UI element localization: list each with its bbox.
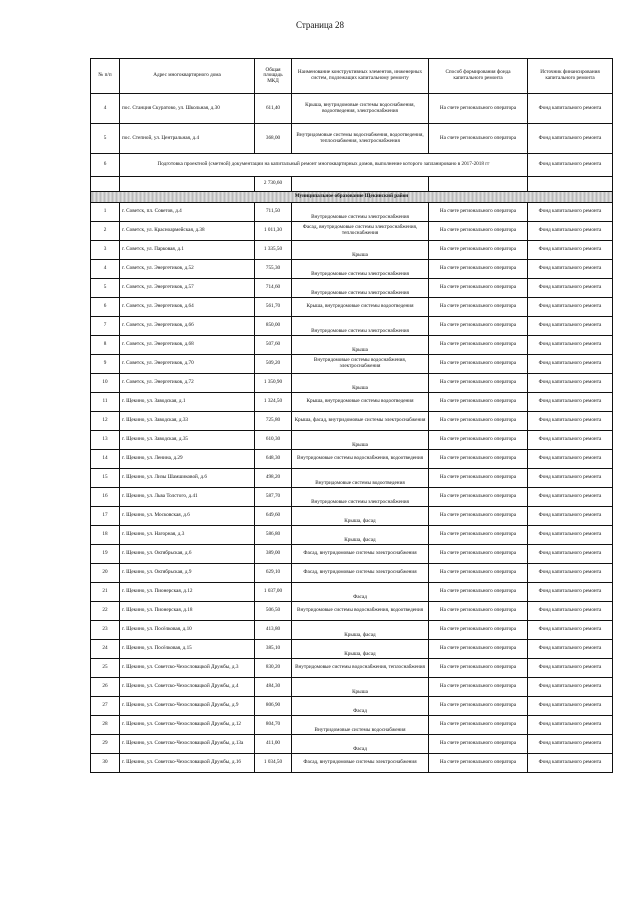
row-source: Фонд капитального ремонта (528, 545, 613, 564)
row-address: г. Щекино, ул. Посёлковая, д.15 (120, 640, 255, 659)
row-num: 4 (91, 260, 120, 279)
row-fund-method: На счете регионального оператора (429, 431, 528, 450)
row-area: 561,70 (255, 298, 292, 317)
row-elements: Крыша, внутридомовые системы водоотведения (292, 298, 429, 317)
table-row (91, 488, 613, 507)
row-fund-method: На счете регионального оператора (429, 716, 528, 735)
row-elements: Крыша, внутридомовые системы водоотведения (292, 393, 429, 412)
row-elements: Внутридомовые системы водоснабжения, водоотведения (292, 450, 429, 469)
row-fund-method: На счете регионального оператора (429, 279, 528, 298)
row-num: 12 (91, 412, 120, 431)
row-area: 1 037,00 (255, 583, 292, 602)
row-num: 7 (91, 317, 120, 336)
row-elements: Крыша, фасад (292, 526, 429, 545)
header-area: Общая площадь МКД (255, 59, 292, 94)
row-address: г. Советск, ул. Энергетиков, д.52 (120, 260, 255, 279)
row-area: 1 350,90 (255, 374, 292, 393)
row-area: 507,60 (255, 336, 292, 355)
row-num: 21 (91, 583, 120, 602)
row-fund-method: На счете регионального оператора (429, 298, 528, 317)
row-num: 3 (91, 241, 120, 260)
header-fund-method: Способ формирования фонда капитального ремонта (429, 59, 528, 94)
row-num: 30 (91, 754, 120, 773)
row-fund-method: На счете регионального оператора (429, 450, 528, 469)
row-fund-method: На счете регионального оператора (429, 241, 528, 260)
row-area: 755,30 (255, 260, 292, 279)
row-area: 1 324,50 (255, 393, 292, 412)
table-row (91, 659, 613, 678)
row-elements: Крыша (292, 336, 429, 355)
row-address: г. Щекино, ул. Заводская, д.33 (120, 412, 255, 431)
row-elements: Крыша (292, 431, 429, 450)
row-area: 389,00 (255, 545, 292, 564)
note-text: Подготовка проектной (сметной) документации на капитальный ремонт многоквартирных домов, выполнение которого запланировано в 2017-2018 гг (120, 154, 528, 177)
row-source: Фонд капитального ремонта (528, 716, 613, 735)
row-num: 10 (91, 374, 120, 393)
row-source: Фонд капитального ремонта (528, 431, 613, 450)
row-elements: Крыша, фасад (292, 507, 429, 526)
table-row (91, 260, 613, 279)
row-address: г. Щекино, ул. Нагорная, д.3 (120, 526, 255, 545)
row-source: Фонд капитального ремонта (528, 469, 613, 488)
table-row (91, 564, 613, 583)
row-fund-method: На счете регионального оператора (429, 488, 528, 507)
row-num: 6 (91, 154, 120, 177)
row-address: г. Советск, ул. Энергетиков, д.72 (120, 374, 255, 393)
row-address: г. Советск, ул. Парковая, д.1 (120, 241, 255, 260)
row-elements: Внутридомовые системы электроснабжения (292, 317, 429, 336)
row-fund-method: На счете регионального оператора (429, 355, 528, 374)
table-row (91, 241, 613, 260)
row-fund-method: На счете регионального оператора (429, 526, 528, 545)
row-source: Фонд капитального ремонта (528, 203, 613, 222)
row-address: г. Советск, ул. Энергетиков, д.68 (120, 336, 255, 355)
row-area: 1 335,50 (255, 241, 292, 260)
row-address: г. Щекино, ул. Советско-Чехословацкой Дружбы, д.13а (120, 735, 255, 754)
row-address: г. Щекино, ул. Советско-Чехословацкой Дружбы, д.4 (120, 678, 255, 697)
row-elements: Внутридомовые системы водоснабжения (292, 716, 429, 735)
row-elements: Фасад (292, 583, 429, 602)
row-fund-method: На счете регионального оператора (429, 640, 528, 659)
row-address: г. Щекино, ул. Советско-Чехословацкой Дружбы, д.16 (120, 754, 255, 773)
table-row (91, 317, 613, 336)
row-elements: Фасад, внутридомовые системы электроснабжения (292, 754, 429, 773)
row-elements: Крыша, фасад (292, 640, 429, 659)
row-num: 26 (91, 678, 120, 697)
row-source: Фонд капитального ремонта (528, 355, 613, 374)
row-num: 19 (91, 545, 120, 564)
row-area: 610,30 (255, 431, 292, 450)
row-source: Фонд капитального ремонта (528, 659, 613, 678)
row-source: Фонд капитального ремонта (528, 260, 613, 279)
row-source: Фонд капитального ремонта (528, 94, 613, 124)
row-area: 498,20 (255, 469, 292, 488)
row-num: 24 (91, 640, 120, 659)
row-source: Фонд капитального ремонта (528, 154, 613, 177)
row-source: Фонд капитального ремонта (528, 336, 613, 355)
table-row (91, 393, 613, 412)
row-elements: Фасад (292, 697, 429, 716)
row-elements: Внутридомовые системы водоотведения (292, 469, 429, 488)
row-fund-method: На счете регионального оператора (429, 317, 528, 336)
row-area: 413,80 (255, 621, 292, 640)
row-source: Фонд капитального ремонта (528, 697, 613, 716)
row-address: пос. Станция Скуратово, ул. Школьная, д.30 (120, 94, 255, 124)
table-row (91, 374, 613, 393)
row-address: г. Щекино, ул. Октябрьская, д.9 (120, 564, 255, 583)
row-fund-method: На счете регионального оператора (429, 203, 528, 222)
row-num: 2 (91, 222, 120, 241)
table-row (91, 545, 613, 564)
row-area: 586,80 (255, 526, 292, 545)
row-num: 18 (91, 526, 120, 545)
table-row (91, 583, 613, 602)
row-num: 11 (91, 393, 120, 412)
table-row (91, 735, 613, 754)
row-address: г. Щекино, ул. Льва Толстого, д.41 (120, 488, 255, 507)
row-fund-method: На счете регионального оператора (429, 222, 528, 241)
row-address: г. Щекино, ул. Октябрьская, д.6 (120, 545, 255, 564)
row-address: г. Советск, пл. Советов, д.4 (120, 203, 255, 222)
row-source: Фонд капитального ремонта (528, 412, 613, 431)
row-num: 5 (91, 124, 120, 154)
total-row (91, 177, 613, 192)
note-row (91, 154, 613, 177)
row-address: г. Советск, ул. Красноармейская, д.38 (120, 222, 255, 241)
row-num: 20 (91, 564, 120, 583)
row-address: г. Советск, ул. Энергетиков, д.57 (120, 279, 255, 298)
header-source: Источник финансирования капитального ремонта (528, 59, 613, 94)
row-fund-method: На счете регионального оператора (429, 735, 528, 754)
section-band-row (91, 192, 613, 203)
table-row (91, 526, 613, 545)
row-area: 411,00 (255, 735, 292, 754)
row-elements: Внутридомовые системы водоснабжения, электроснабжения (292, 355, 429, 374)
row-area: 711,50 (255, 203, 292, 222)
row-area: 506,50 (255, 602, 292, 621)
table-row (91, 355, 613, 374)
table-row (91, 203, 613, 222)
row-address: г. Щекино, ул. Московская, д.6 (120, 507, 255, 526)
row-source: Фонд капитального ремонта (528, 317, 613, 336)
table-row (91, 507, 613, 526)
table-row (91, 279, 613, 298)
row-source: Фонд капитального ремонта (528, 640, 613, 659)
row-address: г. Щекино, ул. Заводская, д.1 (120, 393, 255, 412)
row-elements: Крыша (292, 241, 429, 260)
row-source: Фонд капитального ремонта (528, 754, 613, 773)
table-row (91, 336, 613, 355)
row-fund-method: На счете регионального оператора (429, 545, 528, 564)
row-num: 8 (91, 336, 120, 355)
table-body (91, 94, 613, 773)
table-row (91, 621, 613, 640)
row-fund-method: На счете регионального оператора (429, 393, 528, 412)
row-source: Фонд капитального ремонта (528, 222, 613, 241)
table-row (91, 716, 613, 735)
table-row (91, 412, 613, 431)
row-source: Фонд капитального ремонта (528, 374, 613, 393)
row-elements: Внутридомовые системы электроснабжения (292, 279, 429, 298)
row-area: 649,60 (255, 507, 292, 526)
row-num: 16 (91, 488, 120, 507)
row-elements: Внутридомовые системы электроснабжения (292, 203, 429, 222)
row-area: 804,70 (255, 716, 292, 735)
row-address: г. Советск, ул. Энергетиков, д.70 (120, 355, 255, 374)
row-area: 587,70 (255, 488, 292, 507)
row-source: Фонд капитального ремонта (528, 450, 613, 469)
row-area: 725,80 (255, 412, 292, 431)
table-header-row (91, 59, 613, 94)
table-row (91, 697, 613, 716)
table-row (91, 754, 613, 773)
row-address: г. Советск, ул. Энергетиков, д.66 (120, 317, 255, 336)
page-title: Страница 28 (295, 20, 345, 30)
row-source: Фонд капитального ремонта (528, 678, 613, 697)
row-elements: Внутридомовые системы водоснабжения, водоотведения (292, 602, 429, 621)
row-address: г. Щекино, ул. Советско-Чехословацкой Дружбы, д.12 (120, 716, 255, 735)
row-area: 806,90 (255, 697, 292, 716)
row-num: 9 (91, 355, 120, 374)
row-elements: Крыша, фасад, внутридомовые системы электроснабжения (292, 412, 429, 431)
section-title: Муниципальное образование Щекинский район (91, 192, 613, 203)
row-elements: Внутридомовые системы водоснабжения, теплоснабжения (292, 659, 429, 678)
row-fund-method: На счете регионального оператора (429, 583, 528, 602)
row-elements: Крыша, внутридомовые системы водоснабжения, водоотведения, электроснабжения (292, 94, 429, 124)
row-elements: Фасад, внутридомовые системы электроснабжения (292, 564, 429, 583)
row-address: пос. Степной, ул. Центральная, д.4 (120, 124, 255, 154)
row-address: г. Щекино, ул. Ленина, д.29 (120, 450, 255, 469)
row-address: г. Щекино, ул. Пионерская, д.12 (120, 583, 255, 602)
row-source: Фонд капитального ремонта (528, 241, 613, 260)
table-row (91, 602, 613, 621)
row-num: 13 (91, 431, 120, 450)
row-num: 22 (91, 602, 120, 621)
repair-program-table (90, 58, 613, 773)
row-elements: Внутридомовые системы электроснабжения (292, 260, 429, 279)
row-num: 5 (91, 279, 120, 298)
row-fund-method: На счете регионального оператора (429, 659, 528, 678)
row-area: 484,30 (255, 678, 292, 697)
row-area: 1 011,30 (255, 222, 292, 241)
row-fund-method: На счете регионального оператора (429, 507, 528, 526)
total-area: 2 730,60 (255, 177, 292, 192)
row-elements: Крыша, фасад (292, 621, 429, 640)
row-num: 17 (91, 507, 120, 526)
row-source: Фонд капитального ремонта (528, 564, 613, 583)
table-row (91, 678, 613, 697)
row-num: 23 (91, 621, 120, 640)
table-row (91, 450, 613, 469)
row-num: 14 (91, 450, 120, 469)
row-num: 6 (91, 298, 120, 317)
row-fund-method: На счете регионального оператора (429, 336, 528, 355)
row-area: 714,60 (255, 279, 292, 298)
row-source: Фонд капитального ремонта (528, 488, 613, 507)
row-source: Фонд капитального ремонта (528, 507, 613, 526)
row-fund-method: На счете регионального оператора (429, 602, 528, 621)
table-row (91, 640, 613, 659)
row-num: 1 (91, 203, 120, 222)
row-source: Фонд капитального ремонта (528, 735, 613, 754)
row-elements: Внутридомовые системы электроснабжения (292, 488, 429, 507)
row-elements: Крыша (292, 678, 429, 697)
row-source: Фонд капитального ремонта (528, 602, 613, 621)
row-address: г. Щекино, ул. Советско-Чехословацкой Дружбы, д.9 (120, 697, 255, 716)
row-area: 611,40 (255, 94, 292, 124)
row-num: 15 (91, 469, 120, 488)
table-row (91, 94, 613, 124)
row-fund-method: На счете регионального оператора (429, 621, 528, 640)
row-num: 27 (91, 697, 120, 716)
row-elements: Фасад, внутридомовые системы электроснабжения (292, 545, 429, 564)
row-address: г. Щекино, ул. Советско-Чехословацкой Дружбы, д.3 (120, 659, 255, 678)
table-row (91, 431, 613, 450)
row-source: Фонд капитального ремонта (528, 124, 613, 154)
row-source: Фонд капитального ремонта (528, 393, 613, 412)
row-address: г. Щекино, ул. Посёлковая, д.10 (120, 621, 255, 640)
row-elements: Крыша (292, 374, 429, 393)
row-source: Фонд капитального ремонта (528, 298, 613, 317)
row-fund-method: На счете регионального оператора (429, 697, 528, 716)
row-fund-method: На счете регионального оператора (429, 678, 528, 697)
row-fund-method: На счете регионального оператора (429, 124, 528, 154)
header-elements: Наименование конструктивных элементов, инженерных систем, подлежащих капитальному ремонту (292, 59, 429, 94)
row-fund-method: На счете регионального оператора (429, 469, 528, 488)
row-num: 4 (91, 94, 120, 124)
row-source: Фонд капитального ремонта (528, 621, 613, 640)
row-fund-method: На счете регионального оператора (429, 564, 528, 583)
row-address: г. Советск, ул. Энергетиков, д.64 (120, 298, 255, 317)
row-area: 830,20 (255, 659, 292, 678)
row-source: Фонд капитального ремонта (528, 583, 613, 602)
table-row (91, 469, 613, 488)
row-address: г. Щекино, ул. Пионерская, д.18 (120, 602, 255, 621)
row-fund-method: На счете регионального оператора (429, 412, 528, 431)
table-row (91, 124, 613, 154)
header-address: Адрес многоквартирного дома (120, 59, 255, 94)
row-area: 648,30 (255, 450, 292, 469)
row-elements: Фасад, внутридомовые системы электроснабжения, теплоснабжения (292, 222, 429, 241)
table-row (91, 298, 613, 317)
row-num: 25 (91, 659, 120, 678)
header-num: № п/п (91, 59, 120, 94)
row-fund-method: На счете регионального оператора (429, 374, 528, 393)
row-source: Фонд капитального ремонта (528, 279, 613, 298)
row-area: 1 034,50 (255, 754, 292, 773)
row-area: 385,10 (255, 640, 292, 659)
row-area: 629,10 (255, 564, 292, 583)
row-area: 368,00 (255, 124, 292, 154)
row-address: г. Щекино, ул. Лизы Шамшиковой, д.6 (120, 469, 255, 488)
row-elements: Внутридомовые системы водоснабжения, водоотведения, теплоснабжения, электроснабжения (292, 124, 429, 154)
row-source: Фонд капитального ремонта (528, 526, 613, 545)
row-elements: Фасад (292, 735, 429, 754)
row-area: 850,00 (255, 317, 292, 336)
row-num: 29 (91, 735, 120, 754)
row-fund-method: На счете регионального оператора (429, 260, 528, 279)
row-address: г. Щекино, ул. Заводская, д.35 (120, 431, 255, 450)
row-num: 28 (91, 716, 120, 735)
table-row (91, 222, 613, 241)
row-fund-method: На счете регионального оператора (429, 754, 528, 773)
row-fund-method: На счете регионального оператора (429, 94, 528, 124)
row-area: 509,20 (255, 355, 292, 374)
